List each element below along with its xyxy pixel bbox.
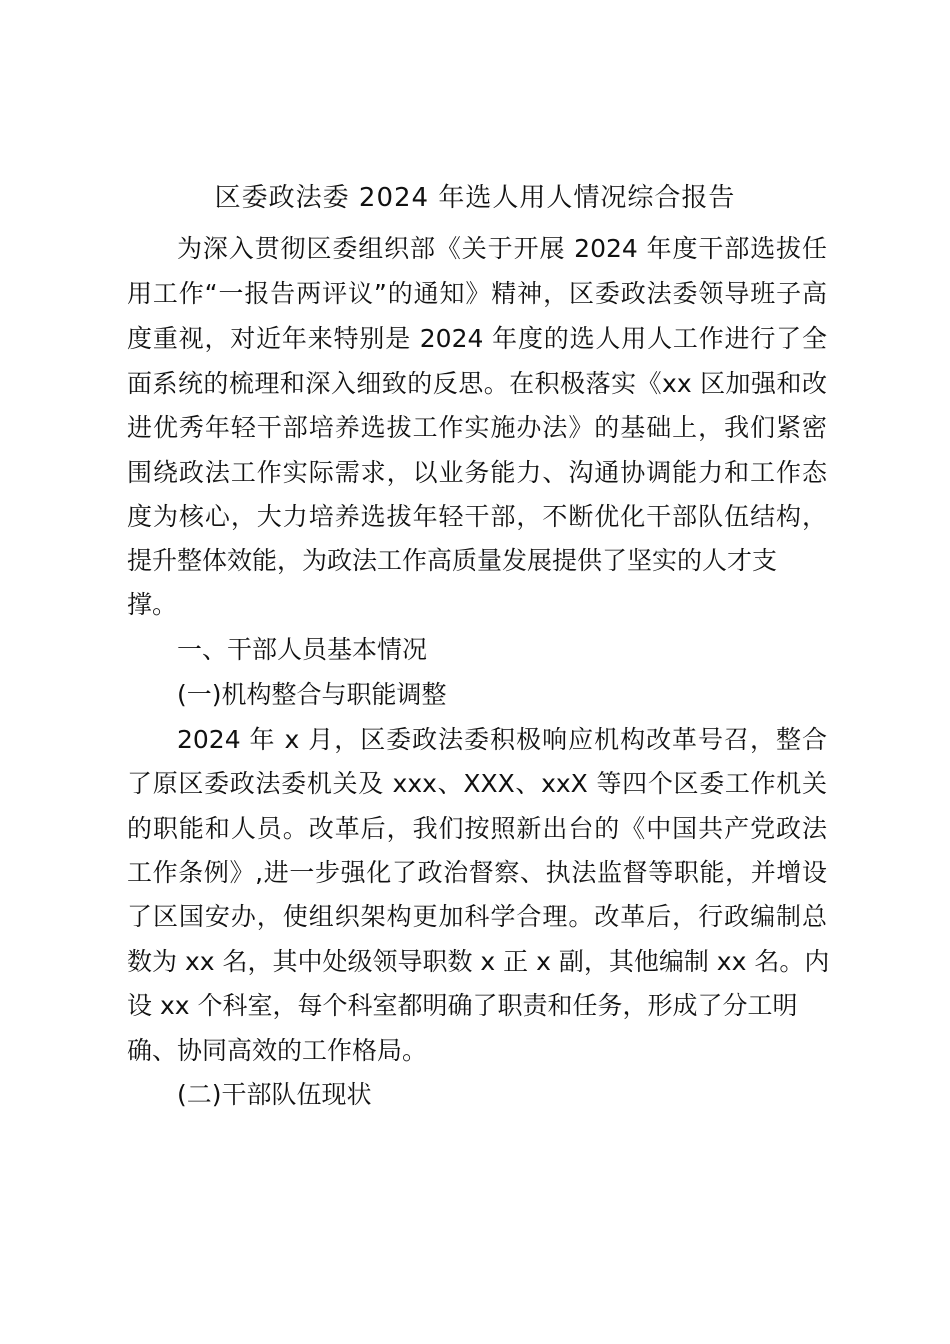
subsection-1-line-2: 了原区委政法委机关及 xxx、XXX、xxX 等四个区委工作机关	[127, 769, 827, 798]
subsection-1-line-8: 确、协同高效的工作格局。	[127, 1036, 428, 1065]
intro-line-2: 用工作“一报告两评议”的通知》精神，区委政法委领导班子高	[127, 279, 827, 308]
subsection-1-heading: (一)机构整合与职能调整	[177, 680, 447, 709]
intro-line-5: 进优秀年轻干部培养选拔工作实施办法》的基础上，我们紧密	[127, 413, 827, 442]
document-title: 区委政法委 2024 年选人用人情况综合报告	[214, 183, 736, 213]
subsection-1-line-5: 了区国安办，使组织架构更加科学合理。改革后，行政编制总	[127, 902, 827, 931]
intro-line-4: 面系统的梳理和深入细致的反思。在积极落实《xx 区加强和改	[127, 369, 827, 398]
subsection-1-line-6: 数为 xx 名，其中处级领导职数 x 正 x 副，其他编制 xx 名。内	[127, 947, 830, 976]
subsection-2-heading: (二)干部队伍现状	[177, 1080, 372, 1109]
subsection-1-line-1: 2024 年 x 月，区委政法委积极响应机构改革号召，整合	[177, 725, 827, 754]
subsection-1-line-4: 工作条例》,进一步强化了政治督察、执法监督等职能，并增设	[127, 858, 827, 887]
intro-line-9: 撑。	[127, 590, 178, 619]
intro-line-6: 围绕政法工作实际需求，以业务能力、沟通协调能力和工作态	[127, 458, 827, 487]
intro-line-1: 为深入贯彻区委组织部《关于开展 2024 年度干部选拔任	[177, 234, 827, 263]
subsection-1-line-7: 设 xx 个科室，每个科室都明确了职责和任务，形成了分工明	[127, 991, 798, 1020]
intro-line-8: 提升整体效能，为政法工作高质量发展提供了坚实的人才支	[127, 546, 778, 575]
intro-line-7: 度为核心，大力培养选拔年轻干部，不断优化干部队伍结构，	[127, 502, 827, 531]
intro-line-3: 度重视，对近年来特别是 2024 年度的选人用人工作进行了全	[127, 324, 827, 353]
section-1-heading: 一、干部人员基本情况	[177, 635, 428, 664]
subsection-1-line-3: 的职能和人员。改革后，我们按照新出台的《中国共产党政法	[127, 814, 827, 843]
